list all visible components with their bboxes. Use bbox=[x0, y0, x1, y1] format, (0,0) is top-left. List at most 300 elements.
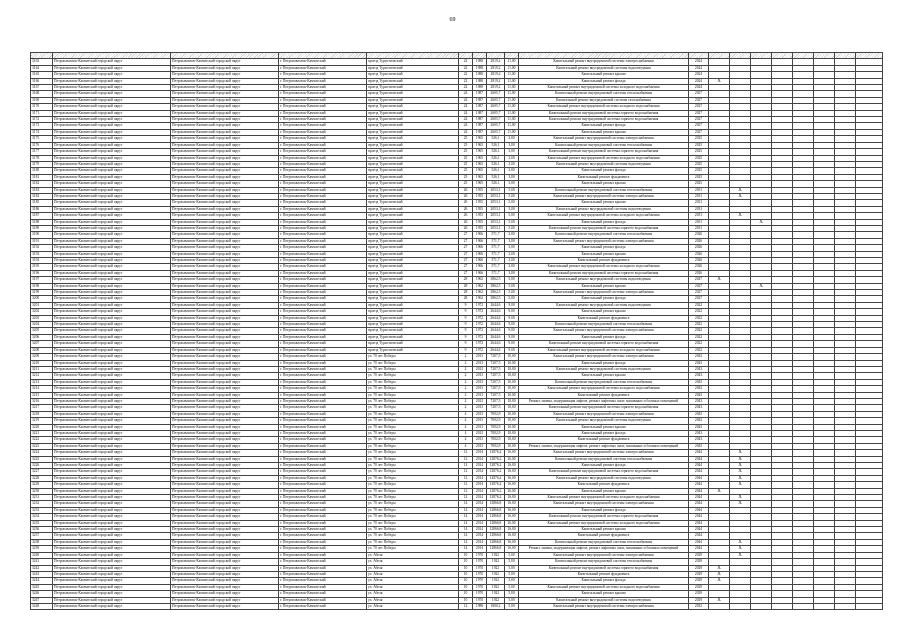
cell-f: 3,00 bbox=[505, 161, 519, 167]
repair-program-table-container bbox=[30, 52, 883, 610]
cell-h: 2 bbox=[459, 398, 473, 404]
cell-np: г. Петропавловск-Камчатский bbox=[279, 136, 367, 142]
cell-a: 2644,6 bbox=[487, 302, 505, 308]
cell-f: 10,00 bbox=[505, 424, 519, 430]
cell-t: 2025 bbox=[689, 155, 709, 161]
cell-mun: Петропавловск-Камчатский городской округ bbox=[171, 155, 279, 161]
cell-st: ул. 70 лет Победы bbox=[367, 514, 459, 520]
cell-y: 1987 bbox=[473, 117, 487, 123]
cell-mun: Петропавловск-Камчатский городской округ bbox=[171, 65, 279, 71]
cell-mo: Петропавловск-Камчатский городской округ bbox=[53, 520, 171, 526]
cell-n: 3208 bbox=[31, 347, 53, 353]
cell-f: 10,00 bbox=[505, 405, 519, 411]
cell-t: 2027 bbox=[689, 123, 709, 129]
cell-n: 3245 bbox=[31, 584, 53, 590]
cell-h: 9 bbox=[459, 315, 473, 321]
cell-f: 11,00 bbox=[505, 117, 519, 123]
cell-t: 2031 bbox=[689, 187, 709, 193]
cell-a: 7207,5 bbox=[487, 386, 505, 392]
cell-st: проезд Туристический bbox=[367, 181, 459, 187]
cell-mo: Петропавловск-Камчатский городской округ bbox=[53, 110, 171, 116]
cell-h: 12 bbox=[459, 488, 473, 494]
cell-mun: Петропавловск-Камчатский городской округ bbox=[171, 136, 279, 142]
cell-w: Капитальный ремонт внутридомовой системы электроснабжения bbox=[519, 354, 689, 360]
cell-t: 2022 bbox=[689, 322, 709, 328]
cell-mo: Петропавловск-Камчатский городской округ bbox=[53, 161, 171, 167]
cell-w: Капитальный ремонт внутридомовой системы водоотведения bbox=[519, 161, 689, 167]
cell-t: 2031 bbox=[689, 193, 709, 199]
cell-f: 11,00 bbox=[505, 59, 519, 65]
cell-f: 10,00 bbox=[505, 366, 519, 372]
cell-np: г. Петропавловск-Камчатский bbox=[279, 110, 367, 116]
cell-a: 12876,2 bbox=[487, 450, 505, 456]
cell-n: 3175 bbox=[31, 136, 53, 142]
cell-t: 2027 bbox=[689, 104, 709, 110]
cell-a: 3862,5 bbox=[487, 283, 505, 289]
cell-mo: Петропавловск-Камчатский городской округ bbox=[53, 392, 171, 398]
cell-a: 12866,8 bbox=[487, 501, 505, 507]
cell-np: г. Петропавловск-Камчатский bbox=[279, 117, 367, 123]
cell-a: 7207,5 bbox=[487, 405, 505, 411]
mark-cell: X bbox=[751, 283, 772, 289]
cell-a: 7207,5 bbox=[487, 360, 505, 366]
cell-st: ул. 70 лет Победы bbox=[367, 424, 459, 430]
cell-h: 22 bbox=[459, 59, 473, 65]
cell-w: Капитальный ремонт внутридомовой системы горячего водоснабжения bbox=[519, 514, 689, 520]
cell-h: 14 bbox=[459, 527, 473, 533]
cell-mun: Петропавловск-Камчатский городской округ bbox=[171, 187, 279, 193]
cell-mo: Петропавловск-Камчатский городской округ bbox=[53, 181, 171, 187]
cell-mun: Петропавловск-Камчатский городской округ bbox=[171, 104, 279, 110]
cell-mo: Петропавловск-Камчатский городской округ bbox=[53, 142, 171, 148]
cell-f: 16,00 bbox=[505, 514, 519, 520]
cell-y: 1965 bbox=[473, 155, 487, 161]
cell-y: 1965 bbox=[473, 174, 487, 180]
cell-mo: Петропавловск-Камчатский городской округ bbox=[53, 354, 171, 360]
cell-np: г. Петропавловск-Камчатский bbox=[279, 424, 367, 430]
cell-t: 2043 bbox=[689, 443, 709, 449]
cell-mun: Петропавловск-Камчатский городской округ bbox=[171, 450, 279, 456]
cell-w: Капитальный ремонт внутридомовой системы горячего водоснабжения bbox=[519, 149, 689, 155]
cell-mun: Петропавловск-Камчатский городской округ bbox=[171, 533, 279, 539]
cell-mun: Петропавловск-Камчатский городской округ bbox=[171, 149, 279, 155]
cell-mun: Петропавловск-Камчатский городской округ bbox=[171, 424, 279, 430]
cell-mo: Петропавловск-Камчатский городской округ bbox=[53, 373, 171, 379]
cell-np: г. Петропавловск-Камчатский bbox=[279, 546, 367, 552]
cell-a: 7207,5 bbox=[487, 373, 505, 379]
cell-w: Капитальный ремонт крыши bbox=[519, 424, 689, 430]
cell-t: 2026 bbox=[689, 251, 709, 257]
cell-w: Капитальный ремонт внутридомовой системы холодного водоснабжения bbox=[519, 495, 689, 501]
cell-t: 2031 bbox=[689, 219, 709, 225]
cell-n: 3230 bbox=[31, 488, 53, 494]
cell-w: Капитальный ремонт фасада bbox=[519, 296, 689, 302]
cell-f: 5,00 bbox=[505, 603, 519, 609]
cell-t: 2029 bbox=[689, 597, 709, 603]
mark-cell: X bbox=[730, 193, 751, 199]
cell-a: 2053,1 bbox=[487, 200, 505, 206]
cell-w: Капитальный ремонт фасада bbox=[519, 360, 689, 366]
cell-a: 12866,8 bbox=[487, 546, 505, 552]
cell-w: Капитальный ремонт внутридомовой системы холодного водоснабжения bbox=[519, 213, 689, 219]
cell-st: ул. 70 лет Победы bbox=[367, 495, 459, 501]
cell-h: 2 bbox=[459, 386, 473, 392]
cell-f: 11,00 bbox=[505, 97, 519, 103]
cell-n: 3206 bbox=[31, 334, 53, 340]
cell-st: проезд Туристический bbox=[367, 277, 459, 283]
cell-st: проезд Туристический bbox=[367, 232, 459, 238]
cell-y: 2014 bbox=[473, 463, 487, 469]
cell-y: 2013 bbox=[473, 373, 487, 379]
cell-w: Капитальный ремонт фундамента bbox=[519, 482, 689, 488]
cell-np: г. Петропавловск-Камчатский bbox=[279, 469, 367, 475]
cell-n: 3194 bbox=[31, 258, 53, 264]
cell-w: Капитальный ремонт крыши bbox=[519, 527, 689, 533]
cell-mo: Петропавловск-Камчатский городской округ bbox=[53, 591, 171, 597]
cell-h: 4 bbox=[459, 411, 473, 417]
cell-mun: Петропавловск-Камчатский городской округ bbox=[171, 97, 279, 103]
cell-f: 9,00 bbox=[505, 309, 519, 315]
cell-h: 24 bbox=[459, 117, 473, 123]
cell-np: г. Петропавловск-Камчатский bbox=[279, 322, 367, 328]
cell-h: 22 bbox=[459, 72, 473, 78]
cell-t: 2027 bbox=[689, 283, 709, 289]
cell-t: 2022 bbox=[689, 302, 709, 308]
cell-f: 11,00 bbox=[505, 65, 519, 71]
cell-np: г. Петропавловск-Камчатский bbox=[279, 341, 367, 347]
cell-f: 5,00 bbox=[505, 219, 519, 225]
cell-w: Капитальный ремонт внутридомовой системы электроснабжения bbox=[519, 411, 689, 417]
cell-st: ул. Абеля bbox=[367, 565, 459, 571]
cell-t: 2025 bbox=[689, 174, 709, 180]
cell-np: г. Петропавловск-Камчатский bbox=[279, 328, 367, 334]
cell-y: 2013 bbox=[473, 437, 487, 443]
cell-w: Капитальный ремонт крыши bbox=[519, 488, 689, 494]
cell-st: ул. 70 лет Победы bbox=[367, 539, 459, 545]
cell-f: 10,00 bbox=[505, 392, 519, 398]
cell-st: проезд Туристический bbox=[367, 129, 459, 135]
cell-n: 3174 bbox=[31, 129, 53, 135]
cell-t: 2043 bbox=[689, 430, 709, 436]
cell-st: проезд Туристический bbox=[367, 206, 459, 212]
cell-st: ул. 70 лет Победы bbox=[367, 398, 459, 404]
cell-t: 2043 bbox=[689, 398, 709, 404]
cell-a: 2644,6 bbox=[487, 322, 505, 328]
cell-np: г. Петропавловск-Камчатский bbox=[279, 206, 367, 212]
mark-cell: X bbox=[730, 501, 751, 507]
cell-np: г. Петропавловск-Камчатский bbox=[279, 181, 367, 187]
cell-n: 3184 bbox=[31, 193, 53, 199]
cell-t: 2029 bbox=[689, 591, 709, 597]
cell-h: 9 bbox=[459, 309, 473, 315]
cell-st: ул. 70 лет Победы bbox=[367, 450, 459, 456]
cell-f: 16,00 bbox=[505, 539, 519, 545]
cell-mo: Петропавловск-Камчатский городской округ bbox=[53, 514, 171, 520]
cell-y: 2013 bbox=[473, 405, 487, 411]
cell-st: проезд Туристический bbox=[367, 168, 459, 174]
cell-w: Ремонт, замена, модернизация лифтов, ремонт лифтовых шахт, машинных и блочных помещений bbox=[519, 546, 689, 552]
cell-a: 2644,6 bbox=[487, 309, 505, 315]
cell-y: 2014 bbox=[473, 533, 487, 539]
cell-h: 10 bbox=[459, 571, 473, 577]
cell-w: Капитальный ремонт внутридомовой системы теплоснабжения bbox=[519, 379, 689, 385]
cell-a: 7002,9 bbox=[487, 430, 505, 436]
cell-a: 526,1 bbox=[487, 155, 505, 161]
cell-st: ул. 70 лет Победы bbox=[367, 456, 459, 462]
cell-mun: Петропавловск-Камчатский городской округ bbox=[171, 398, 279, 404]
cell-a: 2819,2 bbox=[487, 78, 505, 84]
cell-mo: Петропавловск-Камчатский городской округ bbox=[53, 245, 171, 251]
cell-st: проезд Туристический bbox=[367, 149, 459, 155]
cell-np: г. Петропавловск-Камчатский bbox=[279, 584, 367, 590]
cell-st: проезд Туристический bbox=[367, 290, 459, 296]
cell-t: 2024 bbox=[689, 65, 709, 71]
cell-n: 3248 bbox=[31, 603, 53, 609]
cell-mun: Петропавловск-Камчатский городской округ bbox=[171, 258, 279, 264]
cell-y: 1955 bbox=[473, 206, 487, 212]
cell-st: проезд Туристический bbox=[367, 322, 459, 328]
cell-t: 2032 bbox=[689, 603, 709, 609]
cell-w: Капитальный ремонт фундамента bbox=[519, 258, 689, 264]
cell-y: 1962 bbox=[473, 296, 487, 302]
cell-mun: Петропавловск-Камчатский городской округ bbox=[171, 341, 279, 347]
cell-mo: Петропавловск-Камчатский городской округ bbox=[53, 430, 171, 436]
cell-mo: Петропавловск-Камчатский городской округ bbox=[53, 398, 171, 404]
cell-n: 3222 bbox=[31, 437, 53, 443]
cell-st: ул. Абеля bbox=[367, 584, 459, 590]
cell-mun: Петропавловск-Камчатский городской округ bbox=[171, 213, 279, 219]
cell-h: 14 bbox=[459, 533, 473, 539]
cell-h: 25 bbox=[459, 181, 473, 187]
cell-st: проезд Туристический bbox=[367, 315, 459, 321]
cell-mo: Петропавловск-Камчатский городской округ bbox=[53, 463, 171, 469]
cell-mun: Петропавловск-Камчатский городской округ bbox=[171, 161, 279, 167]
cell-st: ул. Абеля bbox=[367, 603, 459, 609]
cell-st: ул. 70 лет Победы bbox=[367, 527, 459, 533]
cell-y: 1966 bbox=[473, 238, 487, 244]
cell-a: 1922 bbox=[487, 571, 505, 577]
cell-f: 5,00 bbox=[505, 290, 519, 296]
cell-f: 10,00 bbox=[505, 386, 519, 392]
cell-np: г. Петропавловск-Камчатский bbox=[279, 475, 367, 481]
cell-h: 26 bbox=[459, 213, 473, 219]
cell-t: 2024 bbox=[689, 85, 709, 91]
cell-st: проезд Туристический bbox=[367, 225, 459, 231]
cell-mun: Петропавловск-Камчатский городской округ bbox=[171, 514, 279, 520]
cell-a: 7002,9 bbox=[487, 424, 505, 430]
cell-n: 3199 bbox=[31, 290, 53, 296]
cell-h: 4 bbox=[459, 443, 473, 449]
cell-mun: Петропавловск-Камчатский городской округ bbox=[171, 302, 279, 308]
cell-h: 12 bbox=[459, 482, 473, 488]
mark-cell: X bbox=[709, 578, 730, 584]
mark-cell: X bbox=[709, 488, 730, 494]
cell-mo: Петропавловск-Камчатский городской округ bbox=[53, 475, 171, 481]
cell-h: 25 bbox=[459, 149, 473, 155]
cell-t: 2024 bbox=[689, 72, 709, 78]
cell-np: г. Петропавловск-Камчатский bbox=[279, 72, 367, 78]
cell-mun: Петропавловск-Камчатский городской округ bbox=[171, 482, 279, 488]
cell-np: г. Петропавловск-Камчатский bbox=[279, 97, 367, 103]
cell-w: Капитальный ремонт фасада bbox=[519, 245, 689, 251]
cell-y: 1962 bbox=[473, 290, 487, 296]
cell-a: 12876,2 bbox=[487, 488, 505, 494]
cell-w: Капитальный ремонт крыши bbox=[519, 129, 689, 135]
cell-h: 9 bbox=[459, 322, 473, 328]
cell-a: 7207,5 bbox=[487, 398, 505, 404]
cell-f: 11,00 bbox=[505, 85, 519, 91]
cell-st: ул. Абеля bbox=[367, 597, 459, 603]
cell-mo: Петропавловск-Камчатский городской округ bbox=[53, 603, 171, 609]
cell-h: 12 bbox=[459, 475, 473, 481]
cell-mun: Петропавловск-Камчатский городской округ bbox=[171, 245, 279, 251]
cell-t: 2043 bbox=[689, 366, 709, 372]
cell-y: 2013 bbox=[473, 379, 487, 385]
cell-h: 10 bbox=[459, 597, 473, 603]
cell-mun: Петропавловск-Камчатский городской округ bbox=[171, 334, 279, 340]
mark-cell: X bbox=[730, 552, 751, 558]
cell-mun: Петропавловск-Камчатский городской округ bbox=[171, 225, 279, 231]
cell-mo: Петропавловск-Камчатский городской округ bbox=[53, 488, 171, 494]
cell-n: 3241 bbox=[31, 559, 53, 565]
cell-mo: Петропавловск-Камчатский городской округ bbox=[53, 501, 171, 507]
cell-f: 9,00 bbox=[505, 347, 519, 353]
cell-n: 3221 bbox=[31, 430, 53, 436]
cell-f: 3,00 bbox=[505, 168, 519, 174]
cell-mun: Петропавловск-Камчатский городской округ bbox=[171, 142, 279, 148]
cell-f: 9,00 bbox=[505, 322, 519, 328]
cell-st: проезд Туристический bbox=[367, 59, 459, 65]
cell-t: 2043 bbox=[689, 405, 709, 411]
cell-n: 3244 bbox=[31, 578, 53, 584]
cell-w: Капитальный ремонт внутридомовой системы электроснабжения bbox=[519, 136, 689, 142]
cell-mun: Петропавловск-Камчатский городской округ bbox=[171, 85, 279, 91]
cell-a: 571,7 bbox=[487, 238, 505, 244]
cell-mun: Петропавловск-Камчатский городской округ bbox=[171, 392, 279, 398]
cell-h: 27 bbox=[459, 245, 473, 251]
cell-y: 2014 bbox=[473, 514, 487, 520]
cell-y: 2014 bbox=[473, 539, 487, 545]
cell-f: 10,00 bbox=[505, 379, 519, 385]
cell-np: г. Петропавловск-Камчатский bbox=[279, 373, 367, 379]
cell-t: 2026 bbox=[689, 264, 709, 270]
cell-t: 2043 bbox=[689, 424, 709, 430]
cell-h: 2 bbox=[459, 373, 473, 379]
cell-w: Капитальный ремонт крыши bbox=[519, 309, 689, 315]
cell-h: 10 bbox=[459, 591, 473, 597]
cell-np: г. Петропавловск-Камчатский bbox=[279, 91, 367, 97]
cell-h: 24 bbox=[459, 91, 473, 97]
cell-st: ул. Абеля bbox=[367, 578, 459, 584]
cell-a: 2053,1 bbox=[487, 206, 505, 212]
cell-n: 3177 bbox=[31, 149, 53, 155]
cell-w: Капитальный ремонт внутридомовой системы водоотведения bbox=[519, 597, 689, 603]
cell-a: 7207,5 bbox=[487, 392, 505, 398]
cell-t: 2022 bbox=[689, 328, 709, 334]
cell-w: Капитальный ремонт внутридомовой системы горячего водоснабжения bbox=[519, 117, 689, 123]
cell-mun: Петропавловск-Камчатский городской округ bbox=[171, 520, 279, 526]
cell-mun: Петропавловск-Камчатский городской округ bbox=[171, 527, 279, 533]
cell-f: 9,00 bbox=[505, 302, 519, 308]
cell-f: 5,00 bbox=[505, 283, 519, 289]
cell-mo: Петропавловск-Камчатский городской округ bbox=[53, 85, 171, 91]
repair-program-table bbox=[30, 52, 883, 610]
cell-f: 11,00 bbox=[505, 91, 519, 97]
cell-a: 2053,1 bbox=[487, 219, 505, 225]
cell-np: г. Петропавловск-Камчатский bbox=[279, 174, 367, 180]
cell-n: 3232 bbox=[31, 501, 53, 507]
cell-w: Капитальный ремонт внутридомовой системы горячего водоснабжения bbox=[519, 469, 689, 475]
cell-np: г. Петропавловск-Камчатский bbox=[279, 168, 367, 174]
cell-mun: Петропавловск-Камчатский городской округ bbox=[171, 328, 279, 334]
cell-st: проезд Туристический bbox=[367, 238, 459, 244]
cell-mo: Петропавловск-Камчатский городской округ bbox=[53, 584, 171, 590]
cell-n: 3172 bbox=[31, 117, 53, 123]
cell-st: ул. 70 лет Победы bbox=[367, 366, 459, 372]
cell-mun: Петропавловск-Камчатский городской округ bbox=[171, 578, 279, 584]
cell-f: 16,00 bbox=[505, 546, 519, 552]
cell-y: 1965 bbox=[473, 149, 487, 155]
cell-y: 1966 bbox=[473, 232, 487, 238]
cell-t: 2044 bbox=[689, 520, 709, 526]
cell-t: 2044 bbox=[689, 482, 709, 488]
cell-f: 5,00 bbox=[505, 571, 519, 577]
cell-y: 1987 bbox=[473, 91, 487, 97]
cell-w: Капитальный ремонт внутридомовой системы теплоснабжения bbox=[519, 539, 689, 545]
cell-np: г. Петропавловск-Камчатский bbox=[279, 347, 367, 353]
cell-mo: Петропавловск-Камчатский городской округ bbox=[53, 258, 171, 264]
cell-w: Капитальный ремонт крыши bbox=[519, 200, 689, 206]
cell-a: 12876,2 bbox=[487, 475, 505, 481]
cell-f: 11,00 bbox=[505, 110, 519, 116]
mark-cell: X bbox=[730, 482, 751, 488]
cell-w: Капитальный ремонт фасада bbox=[519, 334, 689, 340]
cell-mun: Петропавловск-Камчатский городской округ bbox=[171, 200, 279, 206]
cell-a: 571,7 bbox=[487, 258, 505, 264]
cell-n: 3214 bbox=[31, 386, 53, 392]
cell-a: 1922 bbox=[487, 597, 505, 603]
cell-np: г. Петропавловск-Камчатский bbox=[279, 565, 367, 571]
header-cell bbox=[505, 53, 519, 59]
cell-h: 4 bbox=[459, 424, 473, 430]
mark-cell: X bbox=[730, 539, 751, 545]
cell-np: г. Петропавловск-Камчатский bbox=[279, 411, 367, 417]
cell-np: г. Петропавловск-Камчатский bbox=[279, 578, 367, 584]
cell-y: 2014 bbox=[473, 507, 487, 513]
cell-st: проезд Туристический bbox=[367, 251, 459, 257]
cell-f: 10,00 bbox=[505, 398, 519, 404]
cell-y: 1962 bbox=[473, 283, 487, 289]
cell-h: 12 bbox=[459, 495, 473, 501]
cell-t: 2044 bbox=[689, 546, 709, 552]
cell-y: 1988 bbox=[473, 603, 487, 609]
mark-cell: X bbox=[730, 469, 751, 475]
cell-w: Капитальный ремонт внутридомовой системы электроснабжения bbox=[519, 193, 689, 199]
cell-n: 3246 bbox=[31, 591, 53, 597]
cell-mun: Петропавловск-Камчатский городской округ bbox=[171, 238, 279, 244]
cell-mun: Петропавловск-Камчатский городской округ bbox=[171, 488, 279, 494]
cell-w: Капитальный ремонт фундамента bbox=[519, 533, 689, 539]
cell-n: 3236 bbox=[31, 527, 53, 533]
cell-f: 16,00 bbox=[505, 533, 519, 539]
cell-y: 1972 bbox=[473, 341, 487, 347]
cell-mo: Петропавловск-Камчатский городской округ bbox=[53, 65, 171, 71]
cell-n: 3238 bbox=[31, 539, 53, 545]
cell-h: 28 bbox=[459, 277, 473, 283]
cell-mun: Петропавловск-Камчатский городской округ bbox=[171, 270, 279, 276]
cell-y: 1970 bbox=[473, 559, 487, 565]
cell-w: Капитальный ремонт внутридомовой системы водоотведения bbox=[519, 418, 689, 424]
